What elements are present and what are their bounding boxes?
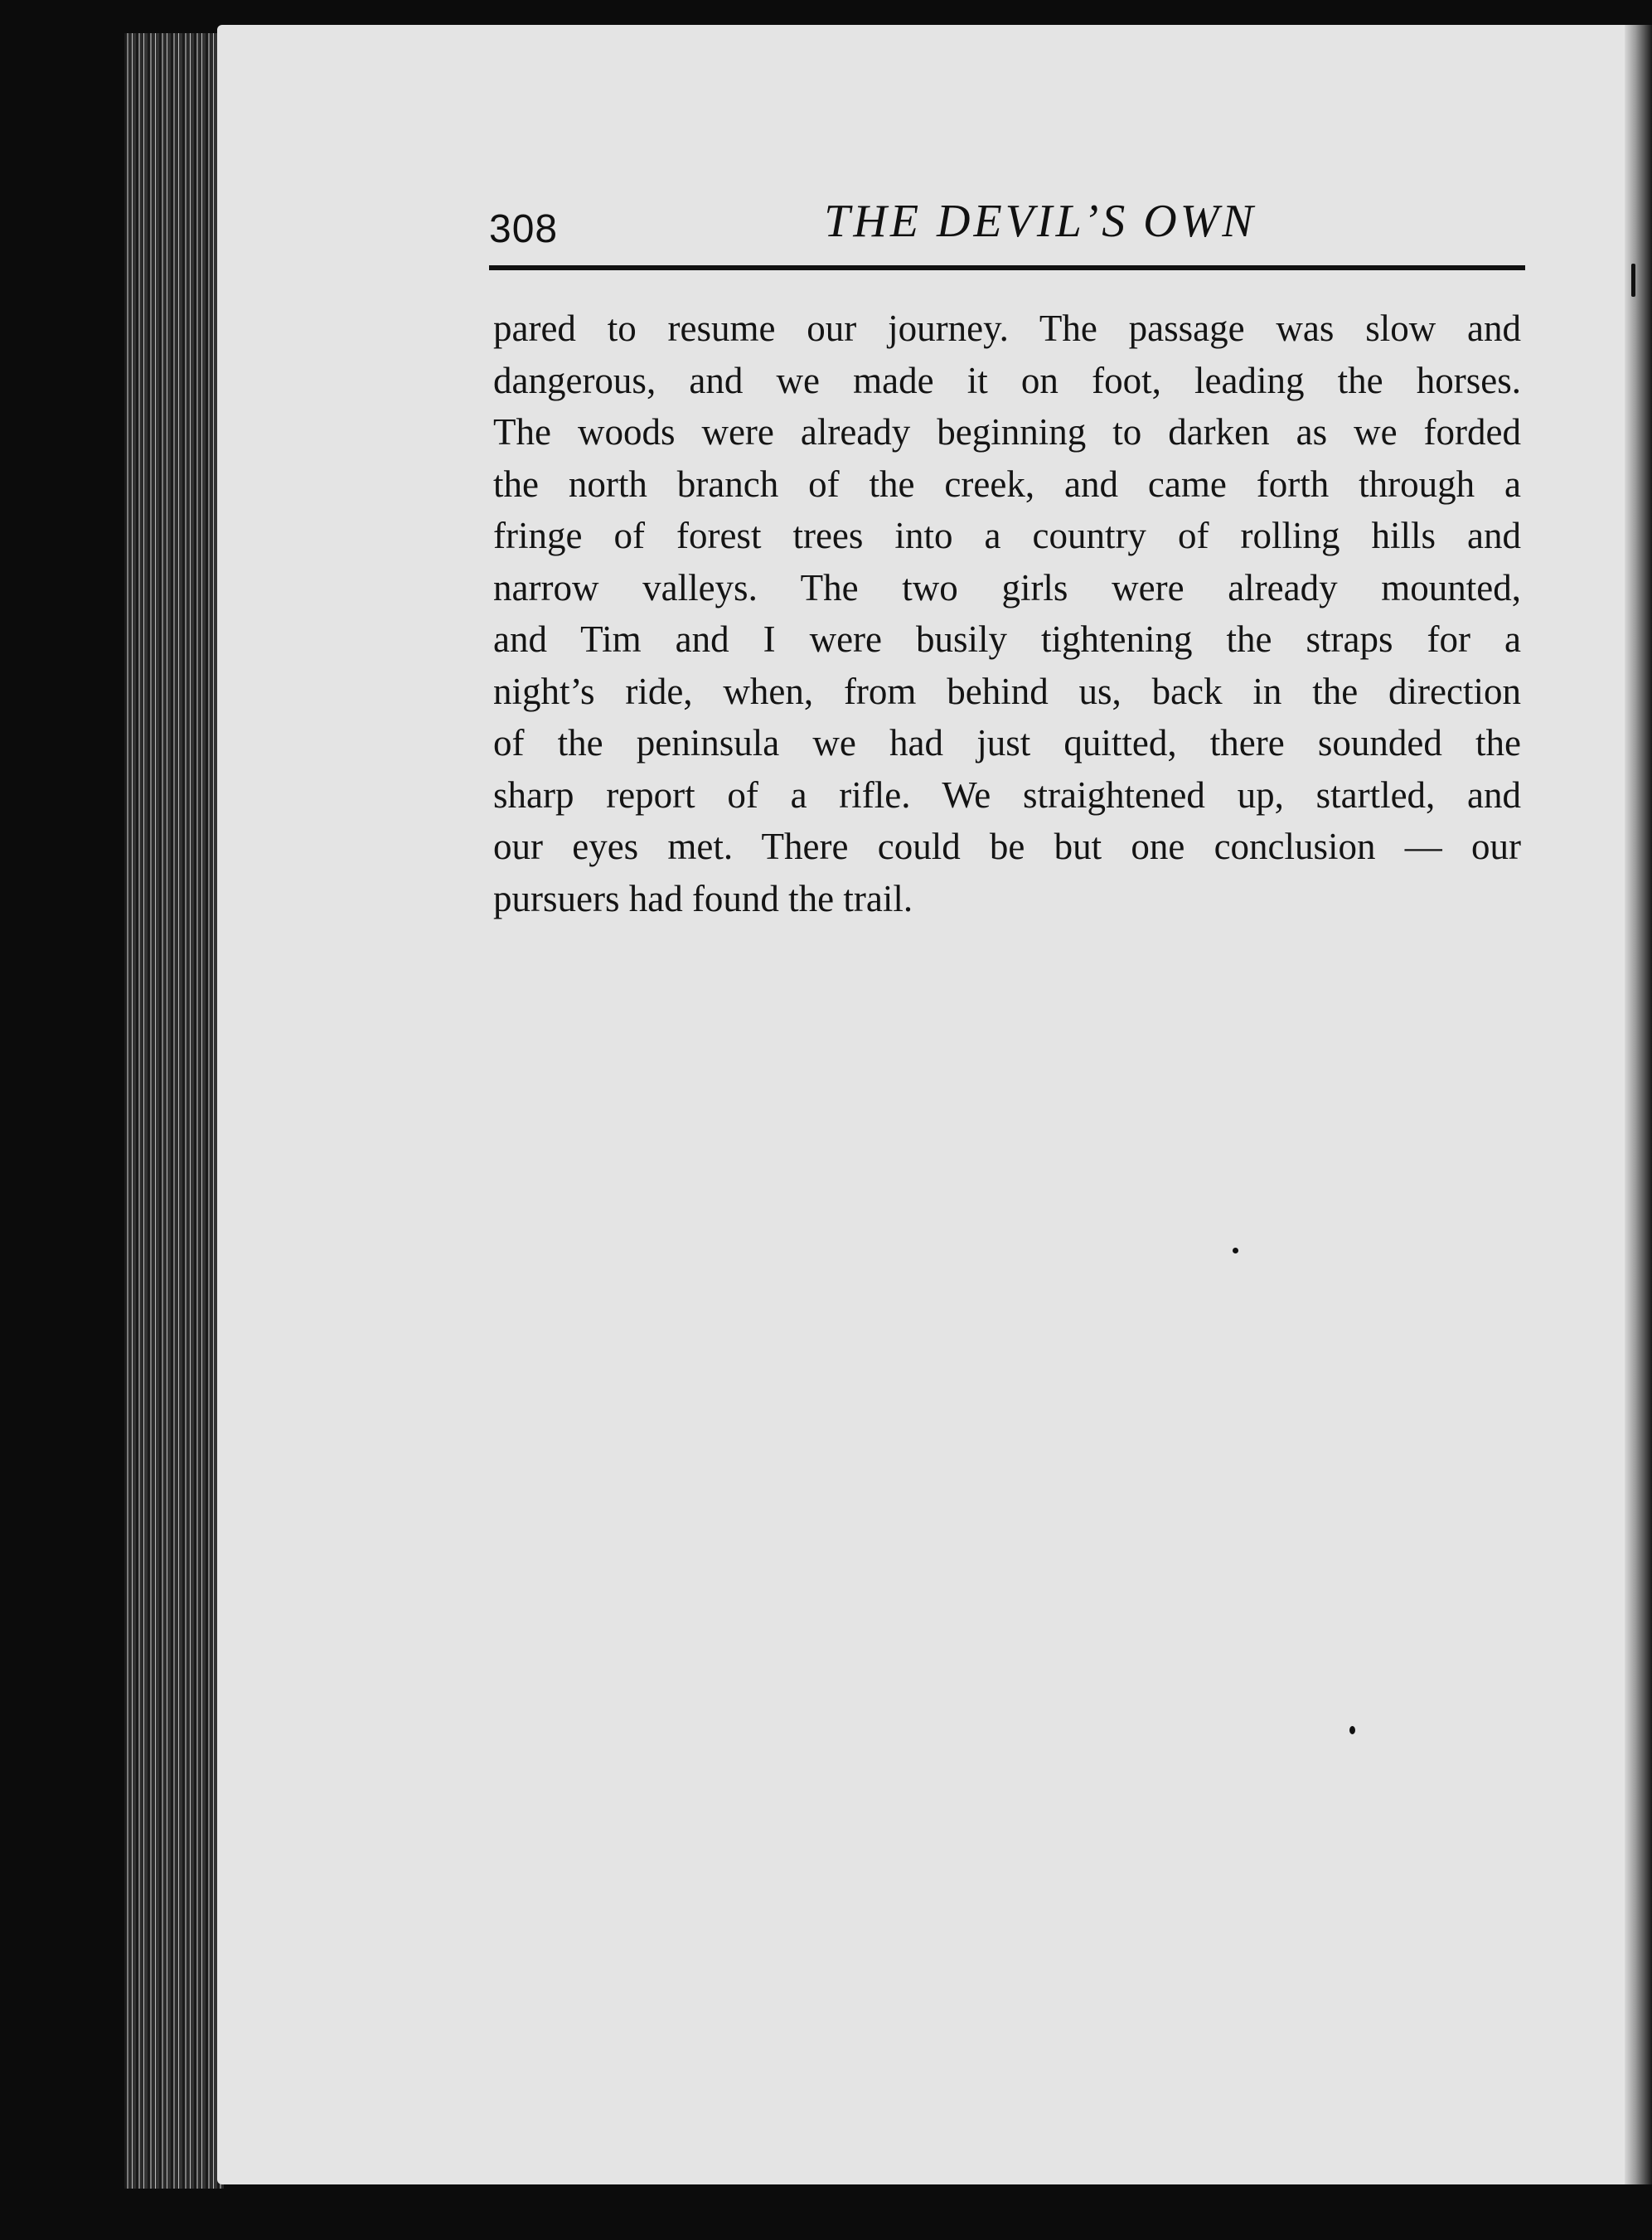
text-line: pursuers had found the trail. [493, 877, 913, 919]
header-rule [489, 265, 1525, 270]
text-line: night’s ride, when, from behind us, back in the direction [493, 670, 1521, 712]
page-number: 308 [489, 207, 559, 251]
text-line: narrow valleys. The two girls were already mounted, [493, 566, 1521, 608]
text-line: The woods were already beginning to darken as we forded [493, 411, 1521, 453]
text-line: sharp report of a rifle. We straightened up, startled, and [493, 773, 1521, 816]
text-line: pared to resume our journey. The passage was slow and [493, 308, 1521, 349]
scan-speck [1631, 264, 1635, 297]
text-line: the north branch of the creek, and came forth through a [493, 463, 1521, 505]
book-page-edges [124, 33, 224, 2189]
scan-speck [1349, 1726, 1355, 1734]
scan-speck [1233, 1248, 1238, 1253]
page-right-edge [1625, 25, 1652, 2184]
text-line: dangerous, and we made it on foot, leading the horses. [493, 359, 1521, 401]
body-text [493, 303, 1521, 924]
page-header [489, 195, 1525, 269]
text-line: our eyes met. There could be but one conclusion — our [493, 826, 1521, 867]
text-line: fringe of forest trees into a country of rolling hills and [493, 515, 1521, 556]
text-line: and Tim and I were busily tightening the straps for a [493, 618, 1521, 660]
running-title: THE DEVIL’S OWN [824, 196, 1257, 247]
text-line: of the peninsula we had just quitted, there sounded the [493, 722, 1521, 764]
